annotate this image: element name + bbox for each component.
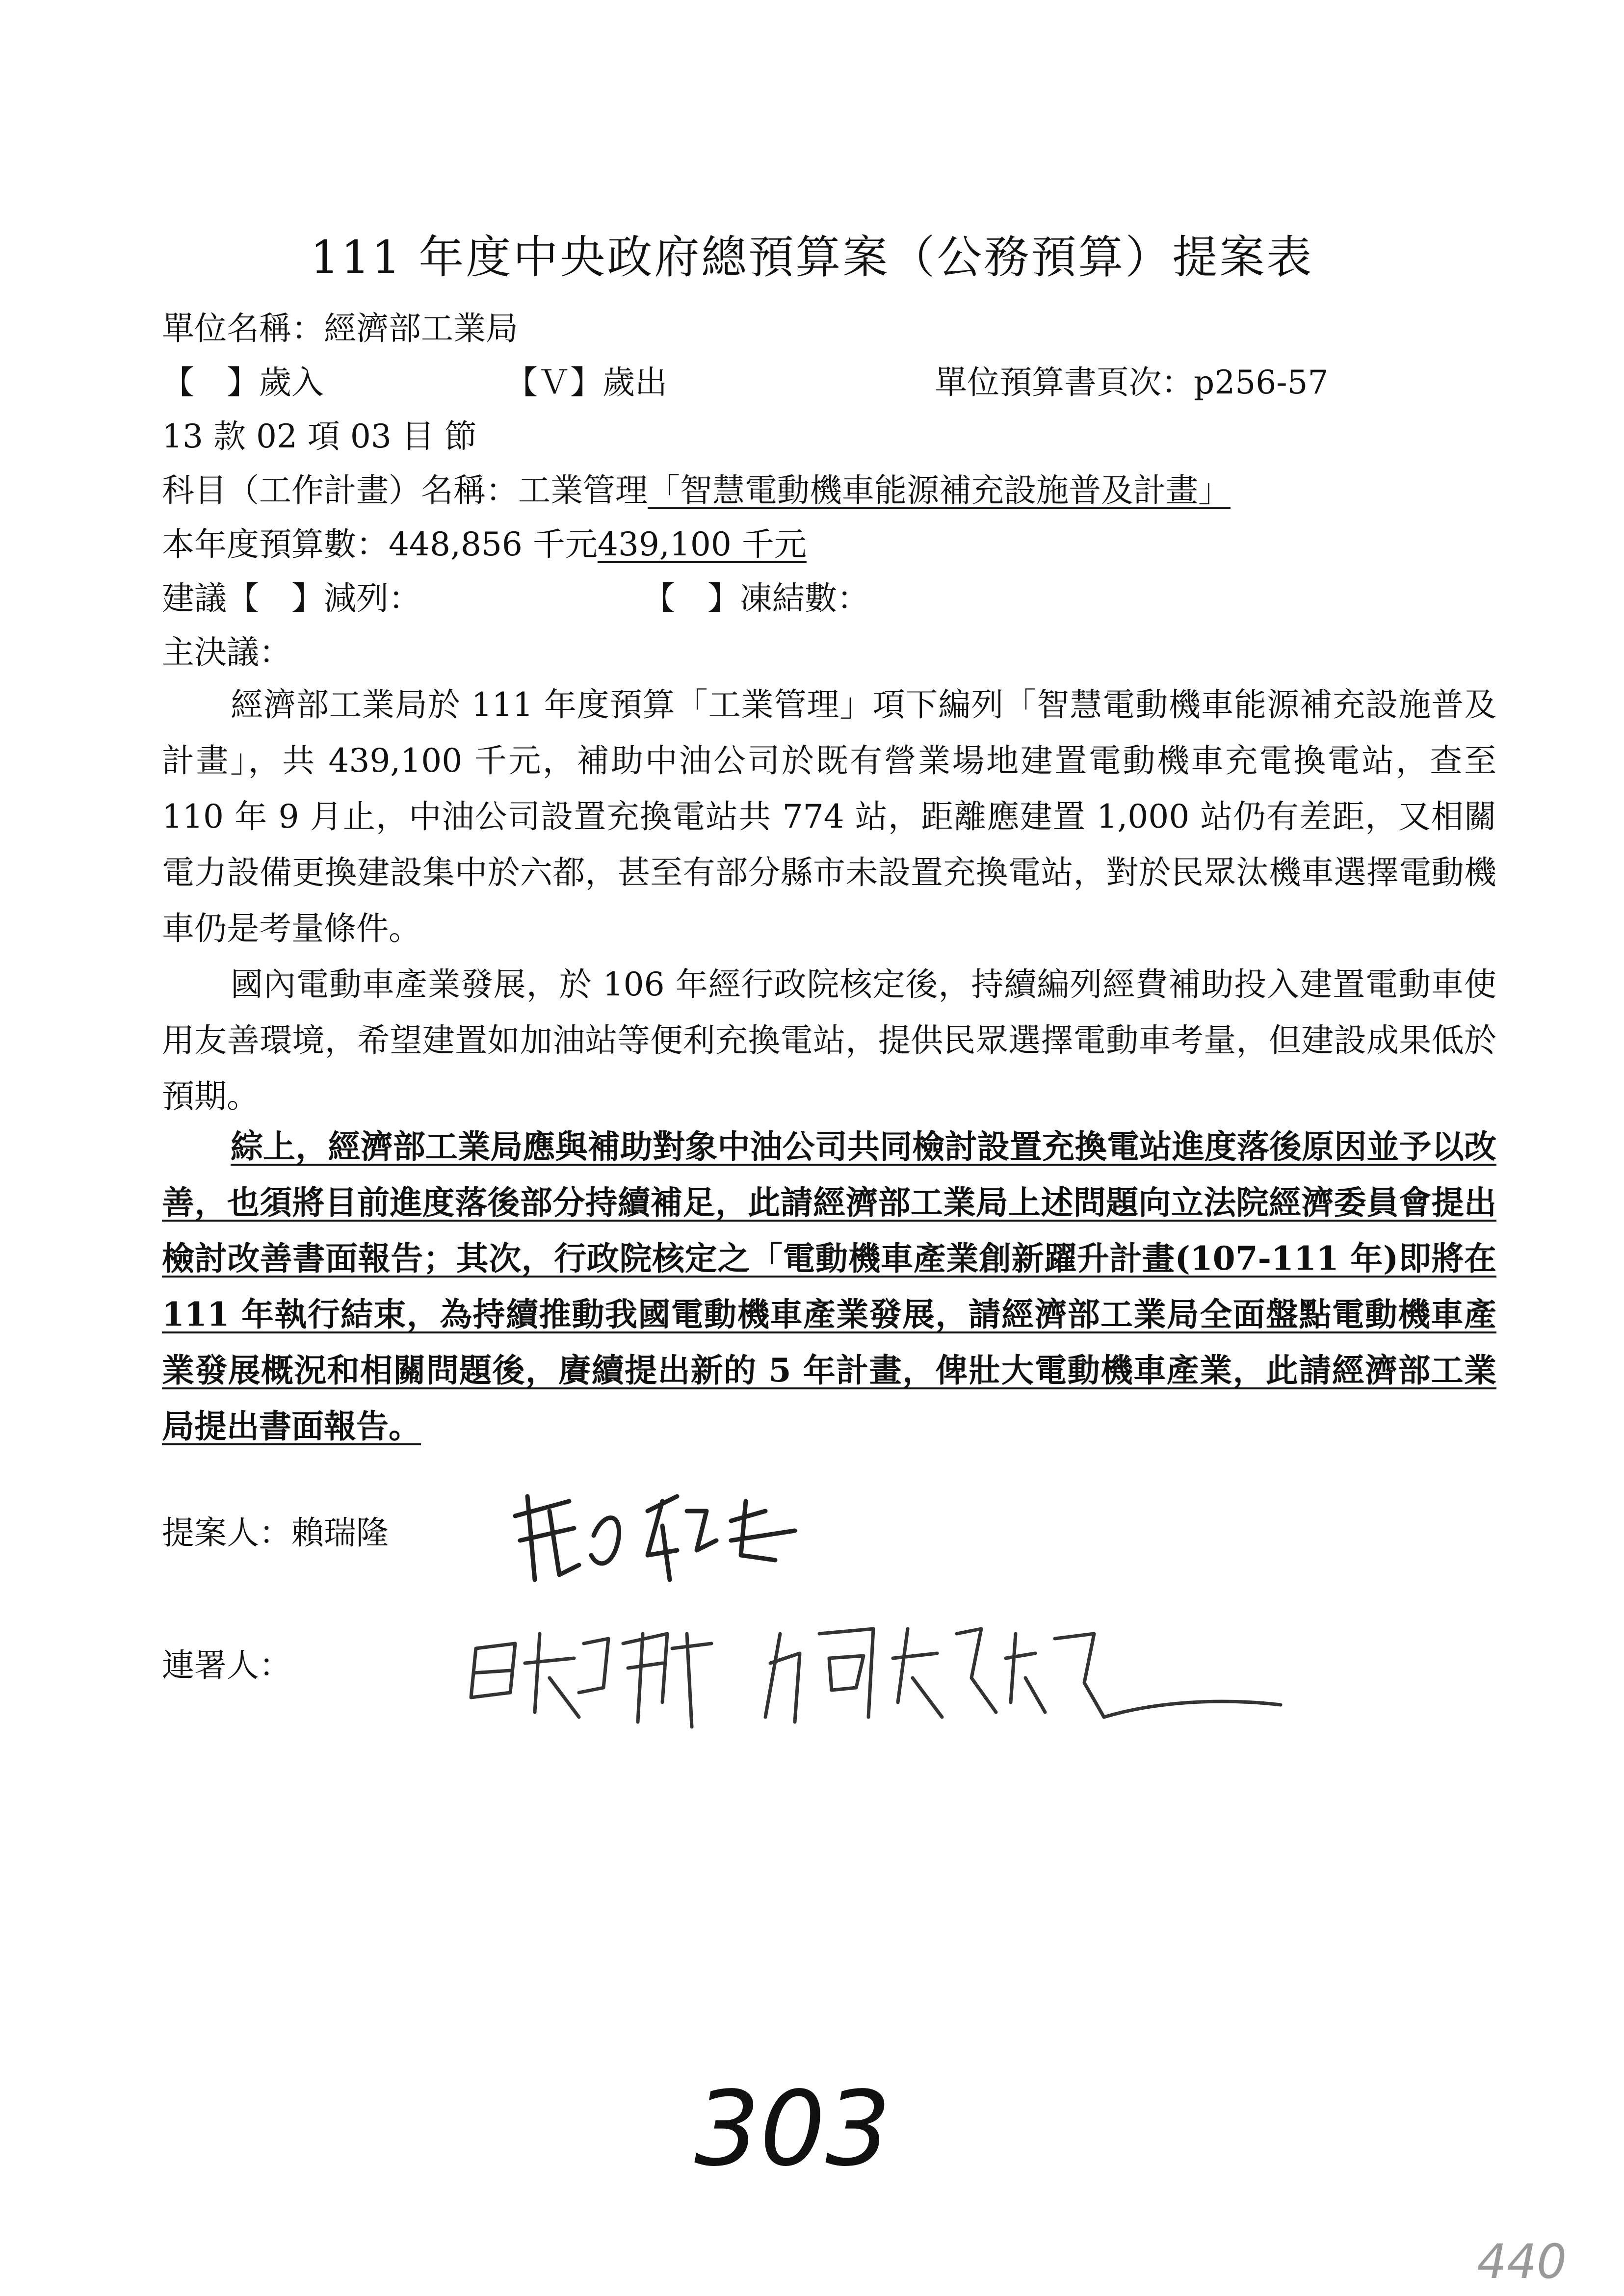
subject-value: 「智慧電動機車能源補充設施普及計畫」 [648,471,1231,509]
cosigner-signature-1 [456,1614,731,1742]
unit-label: 單位名稱： [162,310,324,347]
expenditure-label: 歲出 [602,364,667,401]
proposal-line: 建議【 】減列： [162,579,421,617]
cosigner-label: 連署人： [162,1646,291,1684]
paragraph-1: 經濟部工業局於 111 年度預算「工業管理」項下編列「智慧電動機車能源補充設施普及計畫」，共 439,100 千元，補助中油公司於既有營業場地建置電動機車充電換電站，查至 110 年 9 月止，中油公司設置充換電站共 774 站，距離應建置 1,000 站仍有差距，又相關電力設備更換建設集中於六都，甚至有部分縣市未設置充換電站，對於民眾汰機車選擇電動機車仍是考量條件。 [162,686,1496,947]
revenue-label: 歲入 [259,364,324,401]
expenditure-checkbox-line [505,361,667,405]
corner-page-number: 440 [1477,2234,1567,2289]
paragraph-3: 綜上，經濟部工業局應與補助對象中油公司共同檢討設置充換電站進度落後原因並予以改善，也須將目前進度落後部分持續補足，此請經濟部工業局上述問題向立法院經濟委員會提出檢討改善書面報告；其次，行政院核定之「電動機車產業創新躍升計畫(107-111 年)即將在 111 年執行結束，為持續推動我國電動機車產業發展，請經濟部工業局全面盤點電動機車產業發展概況和相關問題後，賡續提出新的 5 年計畫，俾壯大電動機車產業，此請經濟部工業局提出書面報告。 [162,1127,1496,1445]
freeze-line: 【 】凍結數： [643,579,869,617]
subject-label: 科目（工作計畫）名稱：工業管理 [162,471,648,509]
subject-line [162,469,1231,513]
resolution-label: 主決議： [162,633,291,671]
budget-value: 439,100 千元 [597,525,807,563]
paragraph-2: 國內電動車產業發展，於 106 年經行政院核定後，持續編列經費補助投入建置電動車使用友善環境，希望建置如加油站等便利充換電站，提供民眾選擇電動車考量，但建設成果低於預期。 [162,965,1496,1115]
proposer-signature [500,1482,805,1594]
revenue-checkbox-line [162,361,324,405]
page-reference: 單位預算書頁次：p256-57 [935,364,1329,401]
budget-label: 本年度預算數：448,856 千元 [162,525,598,563]
page-title: 111 年度中央政府總預算案（公務預算）提案表 [310,231,1314,284]
unit-value: 經濟部工業局 [324,310,518,347]
unit-name-line [162,307,518,351]
proposer-label: 提案人：賴瑞隆 [162,1514,389,1552]
expenditure-checkbox: 【Ｖ】 [505,364,602,401]
revenue-checkbox: 【 】 [162,364,259,401]
page-number: 303 [694,2069,891,2189]
budget-amount-line [162,522,807,567]
budget-section-line: 13 款 02 項 03 目 節 [162,417,477,455]
cosigner-signature-2 [751,1604,1290,1751]
